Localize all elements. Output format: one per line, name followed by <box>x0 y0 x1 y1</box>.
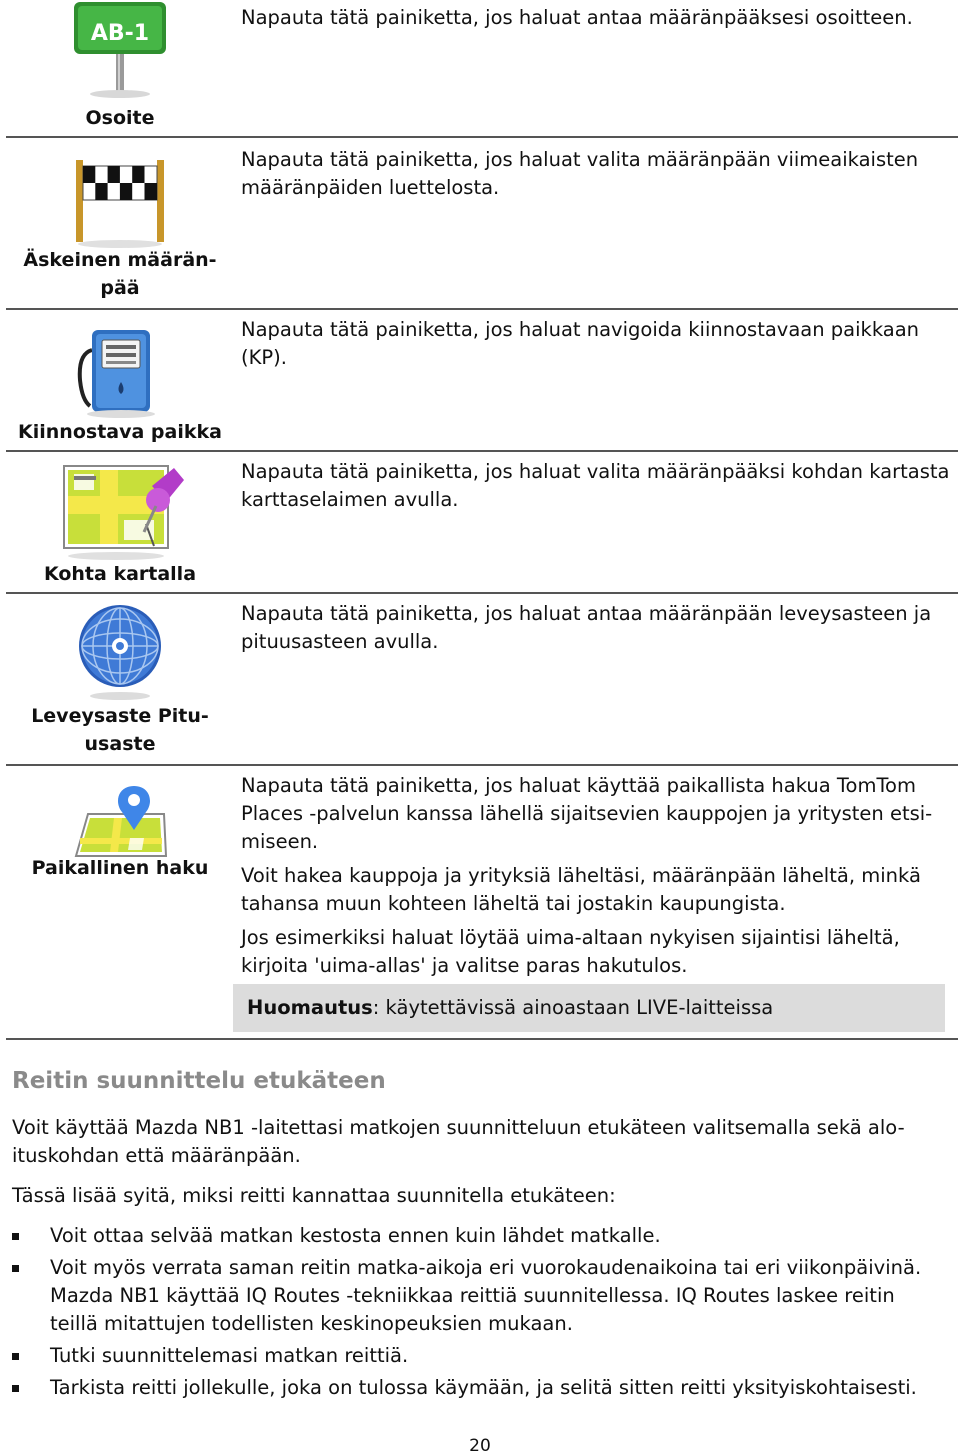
desc-text: Napauta tätä painiketta, jos haluat antaa määränpään leveysasteen ja pituusasteen avulla. <box>241 602 932 653</box>
option-desc-local-search <box>241 772 950 986</box>
list-item: Tarkista reitti jollekulle, joka on tulossa käymään, ja selitä sitten reitti yksityiskohtaisesti. <box>12 1374 942 1402</box>
option-label-address: Osoite <box>85 107 155 129</box>
option-row-point-of-interest <box>6 310 958 452</box>
option-label-recent-destination: Äskeinen määrän- pää <box>23 249 217 299</box>
desc-text: Napauta tätä painiketta, jos haluat valita määränpääksi kohdan kartasta karttaselaimen avulla. <box>241 460 950 511</box>
option-desc-recent-destination <box>241 146 950 208</box>
option-desc-lat-long <box>241 600 950 662</box>
list-item: Voit ottaa selvää matkan kestosta ennen kuin lähdet matkalle. <box>12 1222 942 1250</box>
note-label: Huomautus <box>247 996 373 1019</box>
desc-text: Napauta tätä painiketta, jos haluat käyttää paikallista hakua TomTom Places -palvelun kanssa lähellä sijaitsevien kauppojen ja yritysten etsi-miseen. <box>241 774 933 853</box>
desc-text: Voit hakea kauppoja ja yrityksiä läheltäsi, määränpään läheltä, minkä tahansa muun kohteen läheltä tai jostakin kaupungista. <box>241 864 921 915</box>
section-title: Reitin suunnittelu etukäteen <box>12 1068 386 1094</box>
option-row-point-on-map <box>6 452 958 594</box>
desc-text: Napauta tätä painiketta, jos haluat antaa määränpääksesi osoitteen. <box>241 6 913 29</box>
option-label-point-on-map: Kohta kartalla <box>43 563 197 585</box>
globe-icon <box>70 602 170 702</box>
option-row-lat-long <box>6 594 958 766</box>
section-reasons-intro: Tässä lisää syitä, miksi reitti kannattaa suunnitella etukäteen: <box>12 1184 616 1207</box>
reasons-list <box>12 1222 942 1406</box>
list-item: Voit myös verrata saman reitin matka-aikoja eri vuorokaudenaikoina tai eri viikonpäivinä. Mazda NB1 käyttää IQ Routes -tekniikkaa reittiä suunnitellessa. IQ Routes laskee reitin teillä mitattujen todellisten keskinopeuksien mukaan. <box>12 1254 942 1338</box>
desc-text: Napauta tätä painiketta, jos haluat navigoida kiinnostavaan paikkaan (KP). <box>241 318 920 369</box>
address-sign-icon <box>70 0 170 100</box>
map-pin-icon <box>62 462 186 562</box>
page-number: 20 <box>469 1436 491 1456</box>
fuel-pump-icon <box>70 320 170 420</box>
desc-text: Napauta tätä painiketta, jos haluat valita määränpään viimeaikaisten määränpäiden luettelosta. <box>241 148 919 199</box>
note-box <box>233 984 945 1032</box>
list-item: Tutki suunnittelemasi matkan reittiä. <box>12 1342 942 1370</box>
option-desc-point-of-interest <box>241 316 950 378</box>
note-text: : käytettävissä ainoastaan LIVE-laitteissa <box>372 996 774 1019</box>
section-intro: Voit käyttää Mazda NB1 -laitettasi matkojen suunnitteluun etukäteen valitsemalla sekä alo-ituskohdan että määränpään. <box>12 1116 905 1167</box>
option-desc-address <box>241 4 950 38</box>
option-label-lat-long: Leveysaste Pitu- usaste <box>31 705 209 755</box>
option-row-recent-destination <box>6 138 958 310</box>
desc-text: Jos esimerkiksi haluat löytää uima-altaan nykyisen sijaintisi läheltä, kirjoita 'uima-allas' ja valitse paras hakutulos. <box>241 926 900 977</box>
option-desc-point-on-map <box>241 458 950 520</box>
option-label-local-search: Paikallinen haku <box>31 857 209 879</box>
sign-text: AB-1 <box>90 21 150 46</box>
finish-flag-icon <box>70 152 170 252</box>
option-row-address <box>6 0 958 138</box>
option-label-point-of-interest: Kiinnostava paikka <box>18 421 222 443</box>
